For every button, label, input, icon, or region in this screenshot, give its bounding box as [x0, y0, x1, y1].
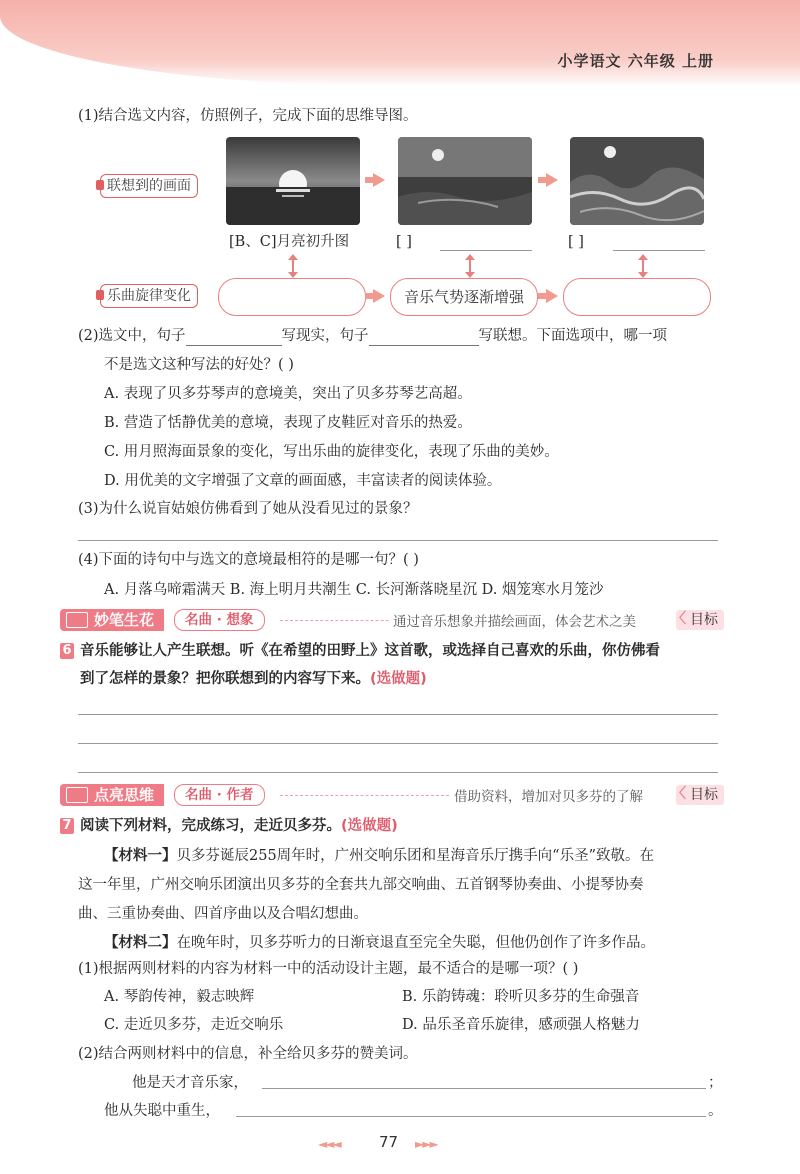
caption-blank-3: [ ] — [568, 234, 584, 250]
header-band — [0, 0, 800, 86]
q4-options: A. 月落乌啼霜满天 B. 海上明月共潮生 C. 长河渐落晓星沉 D. 烟笼寒水月笼沙 — [104, 582, 604, 598]
q2-option-c: C. 用月照海面景象的变化，写出乐曲的旋律变化，表现了乐曲的美妙。 — [104, 444, 559, 460]
goal-tag-2: 〈 目标 — [676, 785, 724, 805]
q7-prompt: 阅读下列材料，完成练习，走近贝多芬。 — [80, 818, 341, 834]
q2-prompt-d: 不是选文这种写法的好处？( ) — [104, 357, 294, 373]
q7-sub1: (1)根据两则材料的内容为材料一中的活动设计主题，最不适合的是哪一项？( ) — [78, 961, 579, 977]
answer-blank[interactable] — [369, 345, 479, 346]
section-title-1: 妙笔生花 — [60, 609, 164, 631]
moonlit-sea-image — [398, 137, 532, 225]
answer-box-2: 音乐气势逐渐增强 — [390, 278, 538, 316]
flow-arrow — [546, 173, 558, 187]
answer-blank[interactable] — [186, 345, 282, 346]
q2-prompt-c: 写联想。下面选项中，哪一项 — [478, 328, 668, 344]
flow-arrow — [373, 173, 385, 187]
next-page-arrows: ►►► — [415, 1137, 437, 1151]
q4-prompt: (4)下面的诗句中与选文的意境最相符的是哪一句？( ) — [78, 552, 419, 568]
row2-label: 乐曲旋律变化 — [100, 284, 198, 308]
section-goal-1: 通过音乐想象并描绘画面，体会艺术之美 — [389, 610, 640, 630]
praise-line-b: 他从失聪中重生， — [104, 1103, 220, 1119]
material-1-line2: 这一年里，广州交响乐团演出贝多芬的全套共九部交响曲、五首钢琴协奏曲、小提琴协奏 — [78, 877, 644, 893]
page-number: 77 — [379, 1133, 399, 1151]
section-title-2: 点亮思维 — [60, 784, 164, 806]
answer-line[interactable] — [236, 1116, 706, 1117]
answer-line[interactable] — [613, 250, 705, 251]
optional-tag: (选做题) — [341, 818, 398, 834]
optional-tag: (选做题) — [370, 671, 427, 687]
answer-box-3[interactable] — [563, 278, 711, 316]
flow-arrow — [373, 289, 385, 303]
q2-option-a: A. 表现了贝多芬琴声的意境美，突出了贝多芬琴艺高超。 — [104, 386, 472, 402]
q2-prompt-b: 写现实，句子 — [281, 328, 369, 344]
header-title: 小学语文 六年级 上册 — [557, 52, 714, 70]
stormy-sea-image — [570, 137, 704, 225]
material-1-line1 — [104, 846, 654, 866]
row1-label: 联想到的画面 — [100, 174, 198, 198]
material-2-label: 【材料二】 — [104, 934, 177, 951]
section-goal-2: 借助资料，增加对贝多芬的了解 — [450, 785, 647, 805]
q3-prompt: (3)为什么说盲姑娘仿佛看到了她从没看见过的景象？ — [78, 501, 418, 517]
book-icon — [66, 612, 88, 628]
goal-tag-1: 〈 目标 — [676, 610, 724, 630]
caption-moonrise: [B、C]月亮初升图 — [229, 234, 350, 250]
q1-prompt: (1)结合选文内容，仿照例子，完成下面的思维导图。 — [78, 108, 418, 124]
book-icon — [66, 787, 88, 803]
question-number-7: 7 — [60, 818, 74, 834]
q2-prompt-a: (2)选文中，句子 — [78, 328, 186, 344]
section-subtitle-1: 名曲 · 想象 — [174, 609, 265, 631]
q7-sub1-a: A. 琴韵传神，毅志映辉 — [104, 989, 255, 1005]
material-2-text1: 在晚年时，贝多芬听力的日渐衰退直至完全失聪，但他仍创作了许多作品。 — [176, 935, 655, 951]
double-arrow — [642, 256, 644, 276]
q2-option-b: B. 营造了恬静优美的意境，表现了皮鞋匠对音乐的热爱。 — [104, 415, 472, 431]
question-number-6: 6 — [60, 643, 74, 659]
answer-line[interactable] — [78, 714, 718, 715]
q7-prompt-wrap — [80, 816, 398, 836]
praise-line-b-end: 。 — [708, 1103, 723, 1119]
answer-line[interactable] — [440, 250, 532, 251]
q6-line2: 到了怎样的景象？把你联想到的内容写下来。 — [80, 671, 370, 687]
q7-sub1-d: D. 品乐圣音乐旋律，感顽强人格魅力 — [402, 1017, 640, 1033]
praise-line-a: 他是天才音乐家， — [132, 1075, 248, 1091]
section-subtitle-2: 名曲 · 作者 — [174, 784, 265, 806]
flow-arrow — [546, 289, 558, 303]
caption-blank-2: [ ] — [396, 234, 412, 250]
material-1-label: 【材料一】 — [104, 847, 177, 864]
answer-line[interactable] — [262, 1088, 706, 1089]
material-2-line1 — [104, 933, 655, 953]
q7-sub2: (2)结合两则材料中的信息，补全给贝多芬的赞美词。 — [78, 1046, 418, 1062]
moonrise-image — [226, 137, 360, 225]
praise-line-a-end: ； — [708, 1075, 723, 1091]
double-arrow — [469, 256, 471, 276]
answer-line[interactable] — [78, 743, 718, 744]
double-arrow — [292, 256, 294, 276]
q7-sub1-b: B. 乐韵铸魂：聆听贝多芬的生命强音 — [402, 989, 640, 1005]
answer-line[interactable] — [78, 772, 718, 773]
material-1-text1: 贝多芬诞辰255周年时，广州交响乐团和星海音乐厅携手向“乐圣”致敬。在 — [176, 848, 654, 864]
q6-line1: 音乐能够让人产生联想。听《在希望的田野上》这首歌，或选择自己喜欢的乐曲，你仿佛看 — [80, 643, 660, 659]
material-1-line3: 曲、三重协奏曲、四首序曲以及合唱幻想曲。 — [78, 906, 368, 922]
q7-sub1-c: C. 走近贝多芬，走近交响乐 — [104, 1017, 284, 1033]
q2-option-d: D. 用优美的文字增强了文章的画面感，丰富读者的阅读体验。 — [104, 473, 502, 489]
answer-line[interactable] — [78, 540, 718, 541]
answer-box-1[interactable] — [218, 278, 366, 316]
q6-line2-wrap — [80, 669, 427, 689]
prev-page-arrows: ◄◄◄ — [318, 1137, 340, 1151]
q2-prompt — [78, 326, 667, 346]
